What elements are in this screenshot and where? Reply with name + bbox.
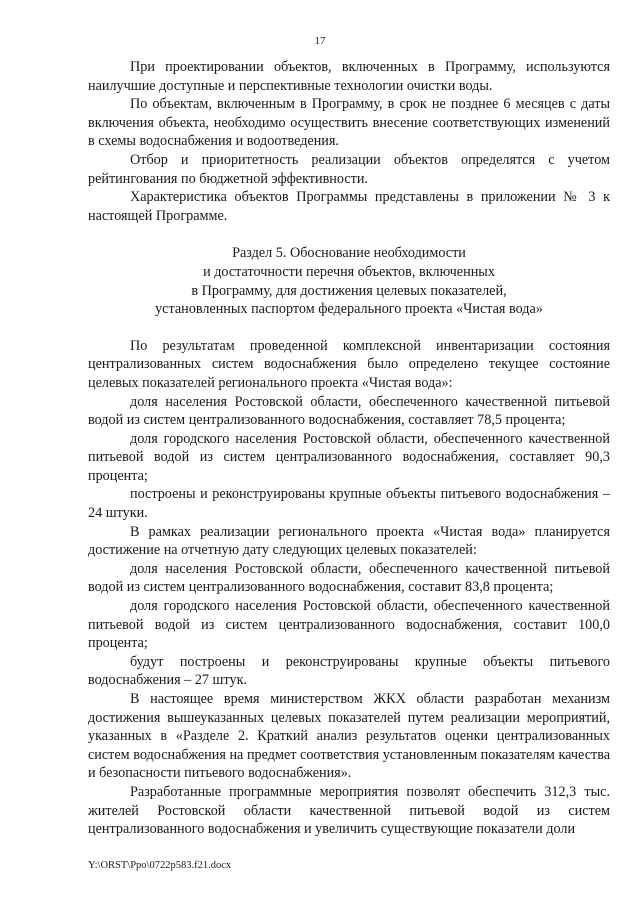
paragraph: Характеристика объектов Программы представлены в приложении № 3 к настоящей Программе.	[88, 189, 610, 224]
section-heading-line: установленных паспортом федерального проекта «Чистая вода»	[155, 301, 543, 318]
paragraph: В настоящее время министерством ЖКХ области разработан механизм достижения вышеуказанных целевых показателей путем реализации мероприятий, указанных в «Разделе 2. Краткий анализ результатов оценки централизованных систем водоснабжения на предмет соответствия установленным показателям качества и безопасности питьевого водоснабжения».	[88, 691, 610, 782]
paragraph: доля населения Ростовской области, обеспеченного качественной питьевой водой из систем централизованного водоснабжения, составляет 78,5 процента;	[88, 393, 610, 429]
paragraph: доля городского населения Ростовской области, обеспеченного качественной питьевой водой из систем централизованного водоснабжения, составляет 90,3 процента;	[88, 430, 610, 484]
paragraph: В рамках реализации регионального проекта «Чистая вода» планируется достижение на отчетную дату следующих целевых показателей:	[88, 523, 610, 559]
paragraph: доля населения Ростовской области, обеспеченного качественной питьевой водой из систем централизованного водоснабжения, составит 83,8 процента;	[88, 560, 610, 596]
section-heading	[88, 244, 610, 318]
paragraph: доля городского населения Ростовской области, обеспеченного качественной питьевой водой из систем централизованного водоснабжения, составит 100,0 процента;	[88, 598, 610, 652]
page-number: 17	[314, 35, 326, 47]
paragraph: При проектировании объектов, включенных в Программу, используются наилучшие доступные и перспективные технологии очистки воды.	[88, 59, 610, 94]
paragraph: построены и реконструированы крупные объекты питьевого водоснабжения – 24 штуки.	[88, 486, 610, 522]
paragraph: По результатам проведенной комплексной инвентаризации состояния централизованных систем водоснабжения было определено текущее состояние целевых показателей регионального проекта «Чистая вода»:	[88, 337, 610, 391]
footer-file-path: Y:\ORST\Ppo\0722p583.f21.docx	[88, 860, 232, 871]
section-heading-line: Раздел 5. Обоснование необходимости	[232, 245, 466, 262]
document-body	[88, 58, 610, 839]
paragraph: По объектам, включенным в Программу, в срок не позднее 6 месяцев с даты включения объекта, необходимо осуществить внесение соответствующих изменений в схемы водоснабжения и водоотведения.	[88, 96, 610, 150]
section-heading-line: и достаточности перечня объектов, включенных	[203, 263, 495, 280]
paragraph: Разработанные программные мероприятия позволят обеспечить 312,3 тыс. жителей Ростовской области качественной питьевой водой из систем централизованного водоснабжения и увеличить существующие показатели доли	[88, 783, 610, 838]
paragraph: будут построены и реконструированы крупные объекты питьевого водоснабжения – 27 штук.	[88, 653, 610, 689]
paragraph: Отбор и приоритетность реализации объектов определятся с учетом рейтингования по бюджетной эффективности.	[88, 151, 610, 187]
section-heading-line: в Программу, для достижения целевых показателей,	[191, 282, 507, 299]
